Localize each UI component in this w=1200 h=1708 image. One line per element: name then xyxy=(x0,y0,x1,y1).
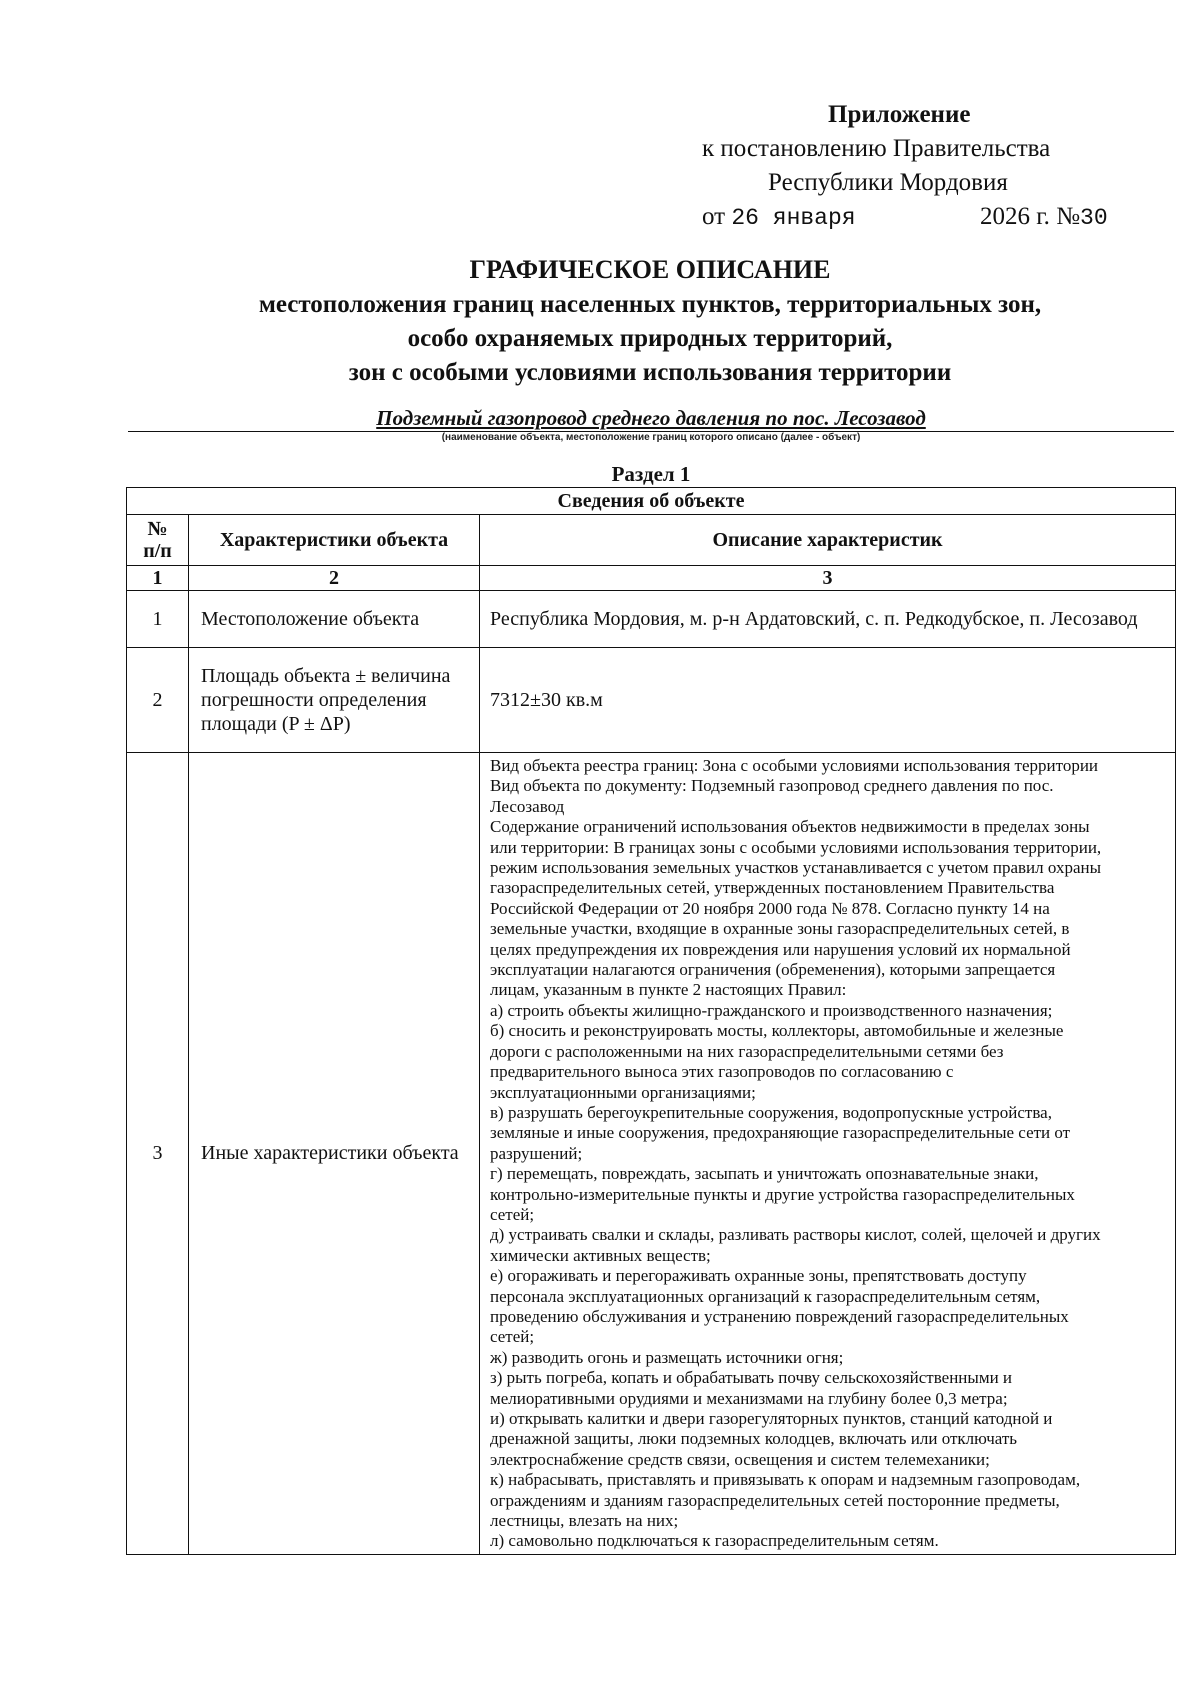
heading-line-3: зон с особыми условиями использования территории xyxy=(348,359,952,386)
description-line: лицам, указанным в пункте 2 настоящих Правил: xyxy=(490,980,847,1000)
column-index: 2 xyxy=(189,566,480,591)
document-number xyxy=(980,200,1108,235)
row-description: Республика Мордовия, м. р-н Ардатовский, с. п. Редкодубское, п. Лесозавод xyxy=(480,591,1176,648)
description-line: Вид объекта по документу: Подземный газопровод среднего давления по пос. xyxy=(490,776,1054,796)
description-line: сетей; xyxy=(490,1327,535,1347)
row-description xyxy=(480,753,1176,1555)
row-characteristic: Местоположение объекта xyxy=(189,591,480,648)
date-value: 26 января xyxy=(731,205,856,231)
appendix-line-2: Республики Мордовия xyxy=(768,169,1008,196)
year-label: 2026 г. xyxy=(980,203,1050,230)
appendix-line-1: к постановлению Правительства xyxy=(702,135,1051,162)
description-line: целях предупреждения их повреждения или нарушения условий их нормальной xyxy=(490,939,1071,959)
row-number: 1 xyxy=(127,591,189,648)
object-caption: (наименование объекта, местоположение границ которого описано (далее - объект) xyxy=(441,432,861,443)
description-line: мелиоративными орудиями и механизмами на глубину более 0,3 метра; xyxy=(490,1388,1008,1408)
description-line: л) самовольно подключаться к газораспределительным сетям. xyxy=(490,1531,939,1551)
appendix-block xyxy=(700,98,1140,234)
row-description: 7312±30 кв.м xyxy=(480,648,1176,753)
object-info-table xyxy=(126,487,1176,1555)
description-line: а) строить объекты жилищно-гражданского и производственного назначения; xyxy=(490,1000,1053,1020)
header-description: Описание характеристик xyxy=(480,515,1176,566)
description-line: дороги с расположенными на них газораспределительными сетями без xyxy=(490,1041,1004,1061)
column-index-row xyxy=(127,566,1176,591)
column-index: 3 xyxy=(480,566,1176,591)
description-line: Российской Федерации от 20 ноября 2000 года № 878. Согласно пункту 14 на xyxy=(490,898,1050,918)
table-row xyxy=(127,753,1176,1555)
table-caption-row xyxy=(127,488,1176,515)
appendix-title: Приложение xyxy=(828,101,971,128)
description-line: предварительного выноса этих газопроводов по согласованию с xyxy=(490,1062,954,1082)
description-line: химически активных веществ; xyxy=(490,1245,711,1265)
description-line: дренажной защиты, люки подземных колодцев, включать или отключать xyxy=(490,1429,1018,1449)
description-line: режим использования земельных участков устанавливается с учетом правил охраны xyxy=(490,858,1102,878)
description-line: Вид объекта реестра границ: Зона с особыми условиями использования территории xyxy=(490,756,1099,775)
description-line: контрольно-измерительные пункты и другие устройства газораспределительных xyxy=(490,1184,1075,1204)
description-line: б) сносить и реконструировать мосты, коллекторы, автомобильные и железные xyxy=(490,1021,1064,1041)
table-row xyxy=(127,648,1176,753)
description-line: ограждениям и зданиям газораспределительных сетей посторонние предметы, xyxy=(490,1490,1060,1510)
document-heading xyxy=(130,252,1170,390)
description-line: е) огораживать и перегораживать охранные зоны, препятствовать доступу xyxy=(490,1266,1027,1286)
object-name-text: Подземный газопровод среднего давления по пос. Лесозавод xyxy=(376,406,926,430)
description-line: з) рыть погреба, копать и обрабатывать почву сельскохозяйственными и xyxy=(490,1368,1013,1388)
description-line: персонала эксплуатационных организаций к газораспределительным сетям, xyxy=(490,1286,1041,1306)
description-line: разрушений; xyxy=(490,1143,583,1163)
table-row xyxy=(127,591,1176,648)
row-number: 2 xyxy=(127,648,189,753)
description-line: лестницы, влезать на них; xyxy=(490,1511,679,1531)
heading-line-1: местоположения границ населенных пунктов, территориальных зон, xyxy=(258,291,1042,318)
description-line: земельные участки, входящие в охранные зоны газораспределительных сетей, в xyxy=(490,919,1070,939)
row-number: 3 xyxy=(127,753,189,1555)
description-line: эксплуатационными организациями; xyxy=(490,1082,756,1102)
table-caption: Сведения об объекте xyxy=(127,488,1176,515)
description-line: проведению обслуживания и устранению повреждений газораспределительных xyxy=(490,1306,1069,1326)
object-name xyxy=(128,405,1174,432)
description-line: земляные и иные сооружения, предохраняющие газораспределительные сети от xyxy=(490,1123,1071,1143)
table-header-row xyxy=(127,515,1176,566)
heading-title: ГРАФИЧЕСКОЕ ОПИСАНИЕ xyxy=(469,255,831,284)
description-line: сетей; xyxy=(490,1204,535,1224)
description-line: г) перемещать, повреждать, засыпать и уничтожать опознавательные знаки, xyxy=(490,1164,1039,1184)
description-line: Содержание ограничений использования объектов недвижимости в пределах зоны xyxy=(490,817,1090,837)
header-characteristic: Характеристики объекта xyxy=(189,515,480,566)
number-value: 30 xyxy=(1080,205,1108,231)
row-characteristic: Иные характеристики объекта xyxy=(189,753,480,1555)
description-line: и) открывать калитки и двери газорегуляторных пунктов, станций катодной и xyxy=(490,1409,1053,1428)
description-line: эксплуатации налагаются ограничения (обременения), которыми запрещается xyxy=(490,960,1056,980)
description-line: в) разрушать берегоукрепительные сооружения, водопропускные устройства, xyxy=(490,1102,1052,1122)
description-line: или территории: В границах зоны с особыми условиями использования территории, xyxy=(490,837,1102,857)
header-number: № п/п xyxy=(127,515,189,566)
date-prefix: от xyxy=(702,203,726,230)
description-line: д) устраивать свалки и склады, разливать растворы кислот, солей, щелочей и других xyxy=(490,1225,1101,1245)
number-sign: № xyxy=(1056,203,1081,230)
description-line: Лесозавод xyxy=(490,796,565,816)
heading-line-2: особо охраняемых природных территорий, xyxy=(407,325,893,352)
description-line: электроснабжение средств связи, освещения и систем телемеханики; xyxy=(490,1449,990,1469)
appendix-date-line xyxy=(700,200,1140,234)
section-title: Раздел 1 xyxy=(611,462,691,486)
column-index: 1 xyxy=(127,566,189,591)
description-line: к) набрасывать, приставлять и привязывать к опорам и надземным газопроводам, xyxy=(490,1470,1081,1490)
description-line: газораспределительных сетей, утвержденных постановлением Правительства xyxy=(490,878,1055,898)
description-line: ж) разводить огонь и размещать источники огня; xyxy=(490,1347,844,1367)
row-characteristic: Площадь объекта ± величина погрешности определения площади (P ± ΔP) xyxy=(189,648,480,753)
